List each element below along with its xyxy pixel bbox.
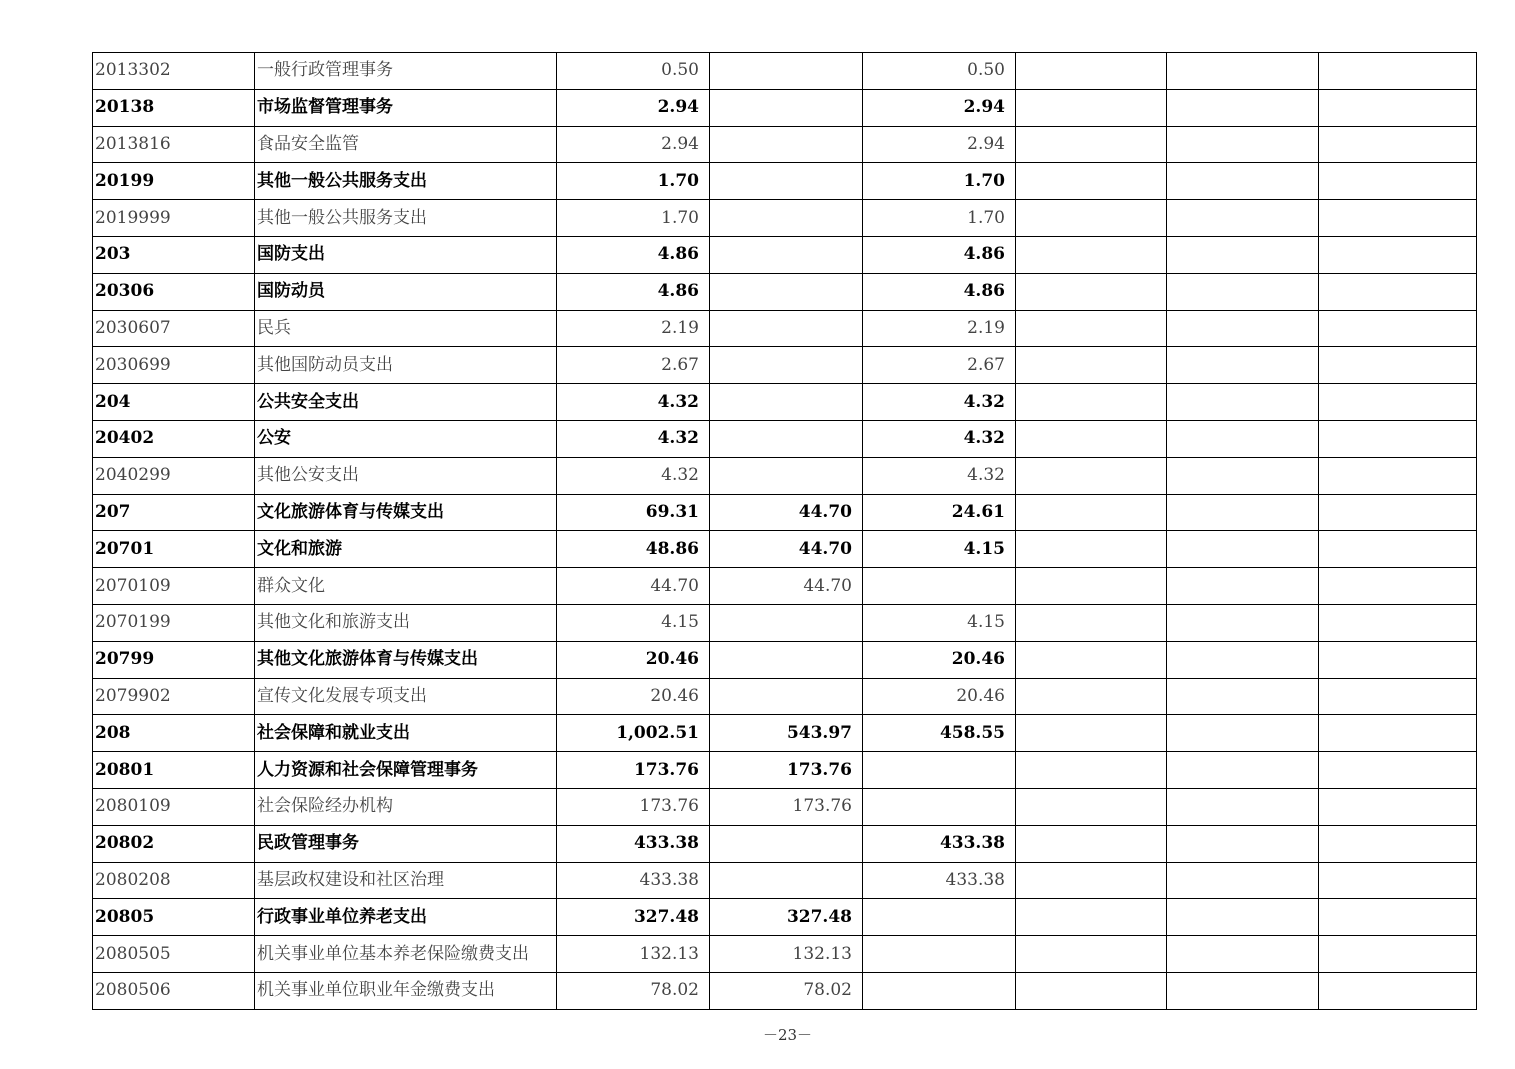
cell-project xyxy=(863,936,1016,973)
cell-col7 xyxy=(1167,310,1319,347)
cell-col8 xyxy=(1319,641,1477,678)
cell-col8 xyxy=(1319,310,1477,347)
cell-col6 xyxy=(1016,568,1167,605)
cell-total: 69.31 xyxy=(557,494,710,531)
table-row xyxy=(93,568,1477,605)
cell-project: 20.46 xyxy=(863,641,1016,678)
cell-name: 公共安全支出 xyxy=(255,384,557,421)
cell-col8 xyxy=(1319,347,1477,384)
table-row xyxy=(93,347,1477,384)
cell-project: 458.55 xyxy=(863,715,1016,752)
cell-name: 其他一般公共服务支出 xyxy=(255,163,557,200)
cell-name: 国防支出 xyxy=(255,236,557,273)
cell-col7 xyxy=(1167,273,1319,310)
cell-basic xyxy=(710,678,863,715)
table-row xyxy=(93,972,1477,1009)
cell-col6 xyxy=(1016,899,1167,936)
cell-col6 xyxy=(1016,494,1167,531)
cell-name: 社会保险经办机构 xyxy=(255,788,557,825)
cell-col7 xyxy=(1167,936,1319,973)
cell-col6 xyxy=(1016,715,1167,752)
cell-col8 xyxy=(1319,273,1477,310)
cell-code: 2040299 xyxy=(93,457,255,494)
cell-code: 20138 xyxy=(93,89,255,126)
cell-project: 20.46 xyxy=(863,678,1016,715)
cell-basic xyxy=(710,200,863,237)
cell-project: 1.70 xyxy=(863,163,1016,200)
cell-col7 xyxy=(1167,752,1319,789)
cell-col8 xyxy=(1319,200,1477,237)
cell-code: 20799 xyxy=(93,641,255,678)
cell-col7 xyxy=(1167,568,1319,605)
cell-col7 xyxy=(1167,494,1319,531)
cell-col7 xyxy=(1167,678,1319,715)
cell-name: 人力资源和社会保障管理事务 xyxy=(255,752,557,789)
cell-basic xyxy=(710,310,863,347)
cell-total: 1,002.51 xyxy=(557,715,710,752)
cell-code: 20199 xyxy=(93,163,255,200)
cell-total: 4.32 xyxy=(557,457,710,494)
table-row xyxy=(93,531,1477,568)
table-row xyxy=(93,936,1477,973)
table-row xyxy=(93,236,1477,273)
cell-col8 xyxy=(1319,163,1477,200)
cell-total: 48.86 xyxy=(557,531,710,568)
cell-total: 173.76 xyxy=(557,788,710,825)
cell-col7 xyxy=(1167,862,1319,899)
table-row xyxy=(93,825,1477,862)
cell-basic xyxy=(710,862,863,899)
cell-code: 20801 xyxy=(93,752,255,789)
cell-basic xyxy=(710,641,863,678)
cell-total: 1.70 xyxy=(557,200,710,237)
cell-basic xyxy=(710,604,863,641)
cell-total: 433.38 xyxy=(557,862,710,899)
cell-code: 2080208 xyxy=(93,862,255,899)
cell-col7 xyxy=(1167,972,1319,1009)
cell-col7 xyxy=(1167,531,1319,568)
table-row xyxy=(93,788,1477,825)
table-body xyxy=(93,53,1477,1010)
cell-code: 20402 xyxy=(93,420,255,457)
cell-basic: 173.76 xyxy=(710,752,863,789)
cell-col7 xyxy=(1167,236,1319,273)
cell-name: 其他公安支出 xyxy=(255,457,557,494)
cell-basic xyxy=(710,825,863,862)
table-row xyxy=(93,89,1477,126)
cell-col8 xyxy=(1319,899,1477,936)
cell-col6 xyxy=(1016,752,1167,789)
cell-col6 xyxy=(1016,825,1167,862)
cell-col8 xyxy=(1319,862,1477,899)
cell-col7 xyxy=(1167,163,1319,200)
table-row xyxy=(93,752,1477,789)
cell-basic xyxy=(710,347,863,384)
table-row xyxy=(93,899,1477,936)
cell-name: 宣传文化发展专项支出 xyxy=(255,678,557,715)
cell-project xyxy=(863,788,1016,825)
cell-col6 xyxy=(1016,862,1167,899)
cell-total: 433.38 xyxy=(557,825,710,862)
cell-col7 xyxy=(1167,420,1319,457)
cell-code: 2080109 xyxy=(93,788,255,825)
cell-total: 4.86 xyxy=(557,236,710,273)
cell-code: 2030607 xyxy=(93,310,255,347)
cell-basic xyxy=(710,126,863,163)
cell-col7 xyxy=(1167,899,1319,936)
cell-project: 4.15 xyxy=(863,604,1016,641)
table-row xyxy=(93,641,1477,678)
cell-col7 xyxy=(1167,89,1319,126)
cell-col7 xyxy=(1167,200,1319,237)
cell-col6 xyxy=(1016,200,1167,237)
cell-col7 xyxy=(1167,457,1319,494)
cell-col7 xyxy=(1167,126,1319,163)
cell-project: 2.67 xyxy=(863,347,1016,384)
cell-basic xyxy=(710,457,863,494)
cell-code: 2080505 xyxy=(93,936,255,973)
cell-col8 xyxy=(1319,678,1477,715)
cell-name: 机关事业单位职业年金缴费支出 xyxy=(255,972,557,1009)
cell-project: 2.94 xyxy=(863,126,1016,163)
cell-code: 2013302 xyxy=(93,53,255,90)
cell-project: 24.61 xyxy=(863,494,1016,531)
cell-name: 民政管理事务 xyxy=(255,825,557,862)
cell-project: 4.86 xyxy=(863,273,1016,310)
cell-basic xyxy=(710,53,863,90)
cell-col8 xyxy=(1319,457,1477,494)
cell-project: 4.32 xyxy=(863,384,1016,421)
cell-basic: 78.02 xyxy=(710,972,863,1009)
cell-col7 xyxy=(1167,641,1319,678)
cell-project xyxy=(863,972,1016,1009)
table-row xyxy=(93,678,1477,715)
cell-col6 xyxy=(1016,678,1167,715)
cell-code: 207 xyxy=(93,494,255,531)
cell-project: 2.19 xyxy=(863,310,1016,347)
cell-col7 xyxy=(1167,825,1319,862)
cell-project: 1.70 xyxy=(863,200,1016,237)
cell-project xyxy=(863,899,1016,936)
cell-basic xyxy=(710,273,863,310)
cell-basic: 44.70 xyxy=(710,531,863,568)
cell-total: 4.32 xyxy=(557,384,710,421)
cell-basic xyxy=(710,163,863,200)
cell-col7 xyxy=(1167,788,1319,825)
cell-basic: 173.76 xyxy=(710,788,863,825)
cell-code: 20802 xyxy=(93,825,255,862)
cell-col8 xyxy=(1319,236,1477,273)
cell-total: 44.70 xyxy=(557,568,710,605)
budget-table xyxy=(92,52,1477,1010)
cell-project: 0.50 xyxy=(863,53,1016,90)
cell-basic: 44.70 xyxy=(710,568,863,605)
cell-code: 2030699 xyxy=(93,347,255,384)
cell-code: 2070109 xyxy=(93,568,255,605)
table-row xyxy=(93,862,1477,899)
cell-col8 xyxy=(1319,89,1477,126)
cell-project: 4.32 xyxy=(863,420,1016,457)
table-row xyxy=(93,310,1477,347)
cell-basic: 132.13 xyxy=(710,936,863,973)
cell-total: 4.15 xyxy=(557,604,710,641)
cell-col6 xyxy=(1016,384,1167,421)
page-number: －23－ xyxy=(762,1026,813,1044)
cell-col8 xyxy=(1319,825,1477,862)
cell-col8 xyxy=(1319,384,1477,421)
cell-code: 203 xyxy=(93,236,255,273)
cell-col8 xyxy=(1319,126,1477,163)
cell-total: 2.94 xyxy=(557,126,710,163)
cell-name: 基层政权建设和社区治理 xyxy=(255,862,557,899)
cell-code: 2080506 xyxy=(93,972,255,1009)
cell-project: 2.94 xyxy=(863,89,1016,126)
cell-col7 xyxy=(1167,715,1319,752)
cell-name: 民兵 xyxy=(255,310,557,347)
cell-code: 2079902 xyxy=(93,678,255,715)
cell-col8 xyxy=(1319,531,1477,568)
cell-name: 其他国防动员支出 xyxy=(255,347,557,384)
cell-col6 xyxy=(1016,310,1167,347)
cell-col6 xyxy=(1016,126,1167,163)
cell-col7 xyxy=(1167,347,1319,384)
cell-total: 4.86 xyxy=(557,273,710,310)
cell-name: 行政事业单位养老支出 xyxy=(255,899,557,936)
cell-total: 173.76 xyxy=(557,752,710,789)
cell-col8 xyxy=(1319,604,1477,641)
cell-col6 xyxy=(1016,936,1167,973)
table-row xyxy=(93,457,1477,494)
cell-basic xyxy=(710,89,863,126)
cell-name: 食品安全监管 xyxy=(255,126,557,163)
cell-basic xyxy=(710,384,863,421)
cell-col8 xyxy=(1319,568,1477,605)
cell-basic xyxy=(710,420,863,457)
cell-col6 xyxy=(1016,604,1167,641)
cell-total: 2.19 xyxy=(557,310,710,347)
cell-col8 xyxy=(1319,752,1477,789)
cell-total: 2.67 xyxy=(557,347,710,384)
cell-col6 xyxy=(1016,273,1167,310)
cell-col6 xyxy=(1016,236,1167,273)
cell-name: 群众文化 xyxy=(255,568,557,605)
cell-col6 xyxy=(1016,163,1167,200)
cell-code: 204 xyxy=(93,384,255,421)
cell-project: 4.86 xyxy=(863,236,1016,273)
table-row xyxy=(93,420,1477,457)
cell-name: 其他一般公共服务支出 xyxy=(255,200,557,237)
cell-basic xyxy=(710,236,863,273)
cell-name: 市场监督管理事务 xyxy=(255,89,557,126)
table-row xyxy=(93,273,1477,310)
cell-project: 433.38 xyxy=(863,862,1016,899)
cell-code: 2013816 xyxy=(93,126,255,163)
cell-total: 2.94 xyxy=(557,89,710,126)
table-row xyxy=(93,126,1477,163)
cell-col8 xyxy=(1319,494,1477,531)
cell-col7 xyxy=(1167,53,1319,90)
cell-code: 20306 xyxy=(93,273,255,310)
cell-col6 xyxy=(1016,457,1167,494)
cell-project: 433.38 xyxy=(863,825,1016,862)
cell-col8 xyxy=(1319,972,1477,1009)
table-row xyxy=(93,384,1477,421)
cell-col6 xyxy=(1016,53,1167,90)
cell-total: 20.46 xyxy=(557,641,710,678)
cell-code: 20805 xyxy=(93,899,255,936)
cell-col6 xyxy=(1016,641,1167,678)
cell-code: 208 xyxy=(93,715,255,752)
cell-col6 xyxy=(1016,420,1167,457)
cell-name: 文化和旅游 xyxy=(255,531,557,568)
cell-name: 社会保障和就业支出 xyxy=(255,715,557,752)
cell-col6 xyxy=(1016,347,1167,384)
cell-col8 xyxy=(1319,788,1477,825)
cell-project: 4.15 xyxy=(863,531,1016,568)
table-row xyxy=(93,53,1477,90)
cell-name: 文化旅游体育与传媒支出 xyxy=(255,494,557,531)
cell-name: 公安 xyxy=(255,420,557,457)
cell-code: 20701 xyxy=(93,531,255,568)
table-row xyxy=(93,200,1477,237)
cell-total: 327.48 xyxy=(557,899,710,936)
cell-name: 其他文化和旅游支出 xyxy=(255,604,557,641)
cell-col8 xyxy=(1319,53,1477,90)
cell-col8 xyxy=(1319,936,1477,973)
cell-basic: 44.70 xyxy=(710,494,863,531)
cell-code: 2019999 xyxy=(93,200,255,237)
cell-total: 20.46 xyxy=(557,678,710,715)
cell-col6 xyxy=(1016,972,1167,1009)
cell-col6 xyxy=(1016,531,1167,568)
cell-total: 132.13 xyxy=(557,936,710,973)
cell-name: 机关事业单位基本养老保险缴费支出 xyxy=(255,936,557,973)
cell-total: 4.32 xyxy=(557,420,710,457)
table-row xyxy=(93,604,1477,641)
cell-col8 xyxy=(1319,715,1477,752)
cell-col6 xyxy=(1016,89,1167,126)
cell-total: 78.02 xyxy=(557,972,710,1009)
cell-name: 其他文化旅游体育与传媒支出 xyxy=(255,641,557,678)
cell-col7 xyxy=(1167,384,1319,421)
cell-project xyxy=(863,752,1016,789)
cell-code: 2070199 xyxy=(93,604,255,641)
cell-basic: 327.48 xyxy=(710,899,863,936)
table-row xyxy=(93,715,1477,752)
cell-name: 国防动员 xyxy=(255,273,557,310)
cell-total: 0.50 xyxy=(557,53,710,90)
table-row xyxy=(93,163,1477,200)
cell-col6 xyxy=(1016,788,1167,825)
table-row xyxy=(93,494,1477,531)
cell-col8 xyxy=(1319,420,1477,457)
cell-name: 一般行政管理事务 xyxy=(255,53,557,90)
cell-col7 xyxy=(1167,604,1319,641)
cell-total: 1.70 xyxy=(557,163,710,200)
cell-basic: 543.97 xyxy=(710,715,863,752)
cell-project: 4.32 xyxy=(863,457,1016,494)
cell-project xyxy=(863,568,1016,605)
